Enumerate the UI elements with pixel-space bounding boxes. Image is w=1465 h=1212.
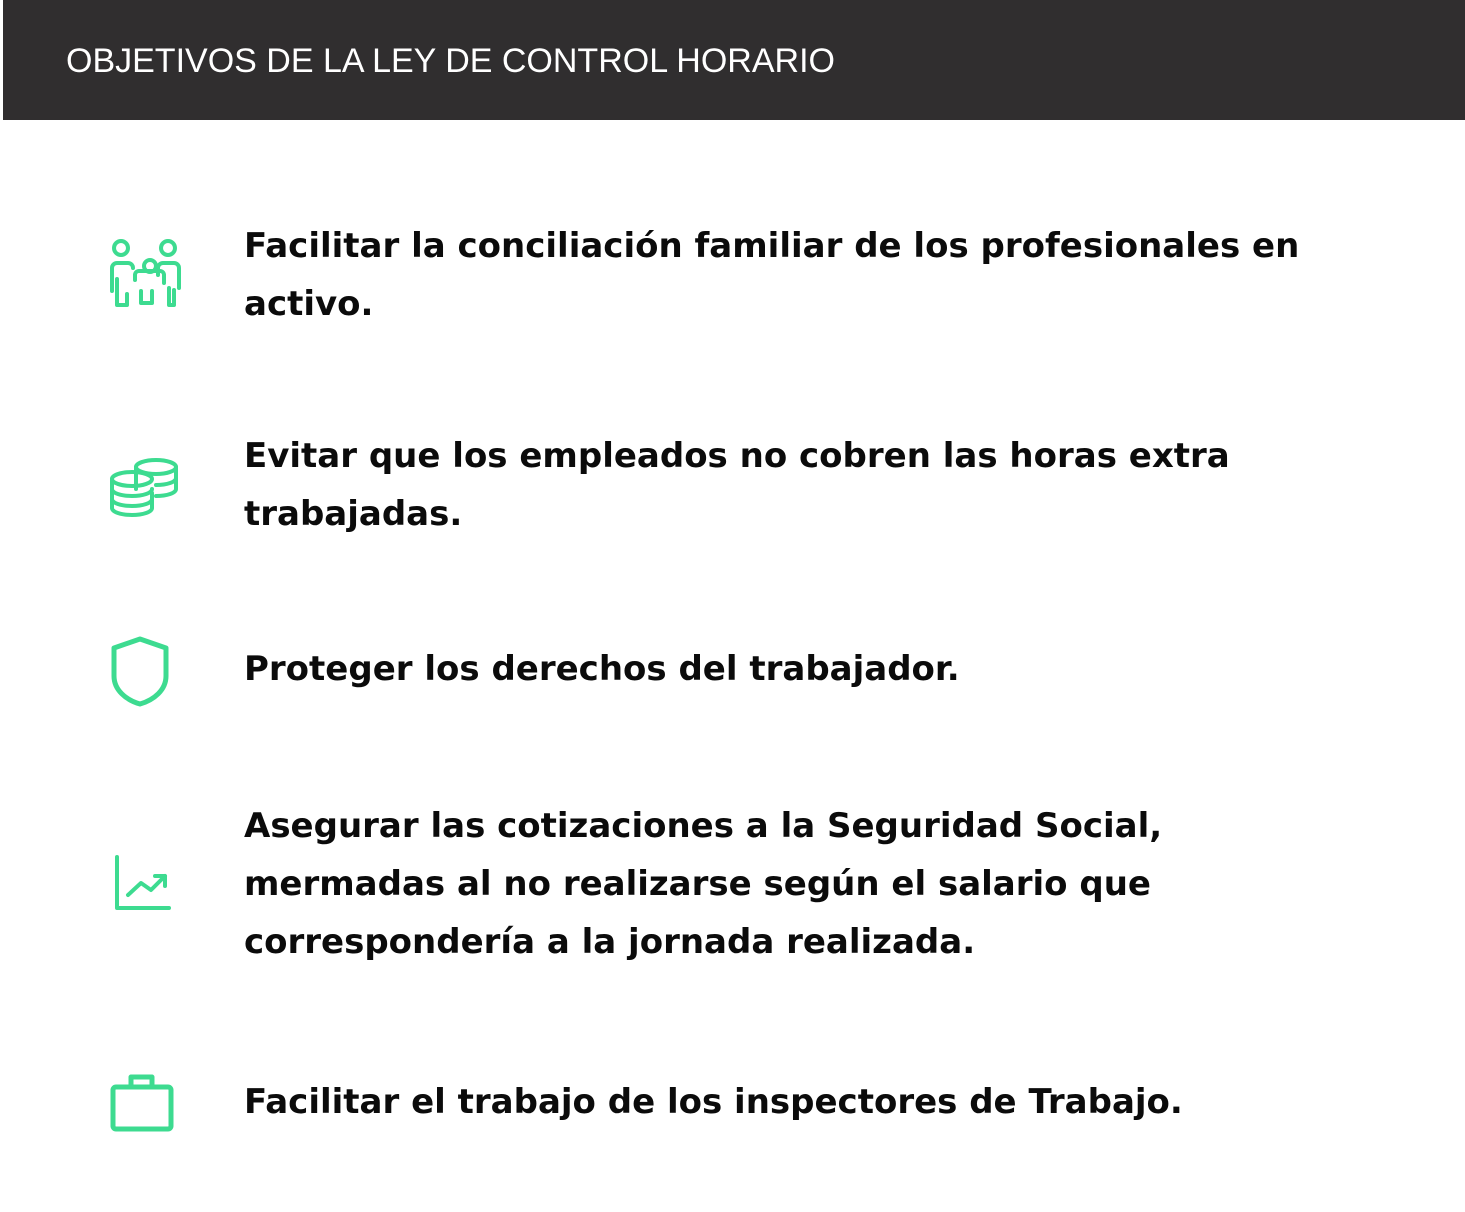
objective-text: Evitar que los empleados no cobren las horas extra trabajadas. — [244, 436, 1230, 534]
briefcase-icon — [104, 1071, 184, 1151]
objective-text: Facilitar el trabajo de los inspectores de Trabajo. — [244, 1082, 1183, 1122]
header-bar — [3, 0, 1465, 120]
page-title: OBJETIVOS DE LA LEY DE CONTROL HORARIO — [66, 42, 835, 80]
objective-text: Asegurar las cotizaciones a la Seguridad Social, mermadas al no realizarse según el salario que correspondería a la jornada realizada. — [244, 806, 1163, 962]
chart-line-icon — [104, 852, 184, 932]
objective-text: Proteger los derechos del trabajador. — [244, 649, 960, 689]
shield-icon — [104, 636, 184, 716]
family-icon — [104, 234, 184, 314]
coins-icon — [104, 449, 184, 529]
objective-text: Facilitar la conciliación familiar de los profesionales en activo. — [244, 226, 1300, 324]
